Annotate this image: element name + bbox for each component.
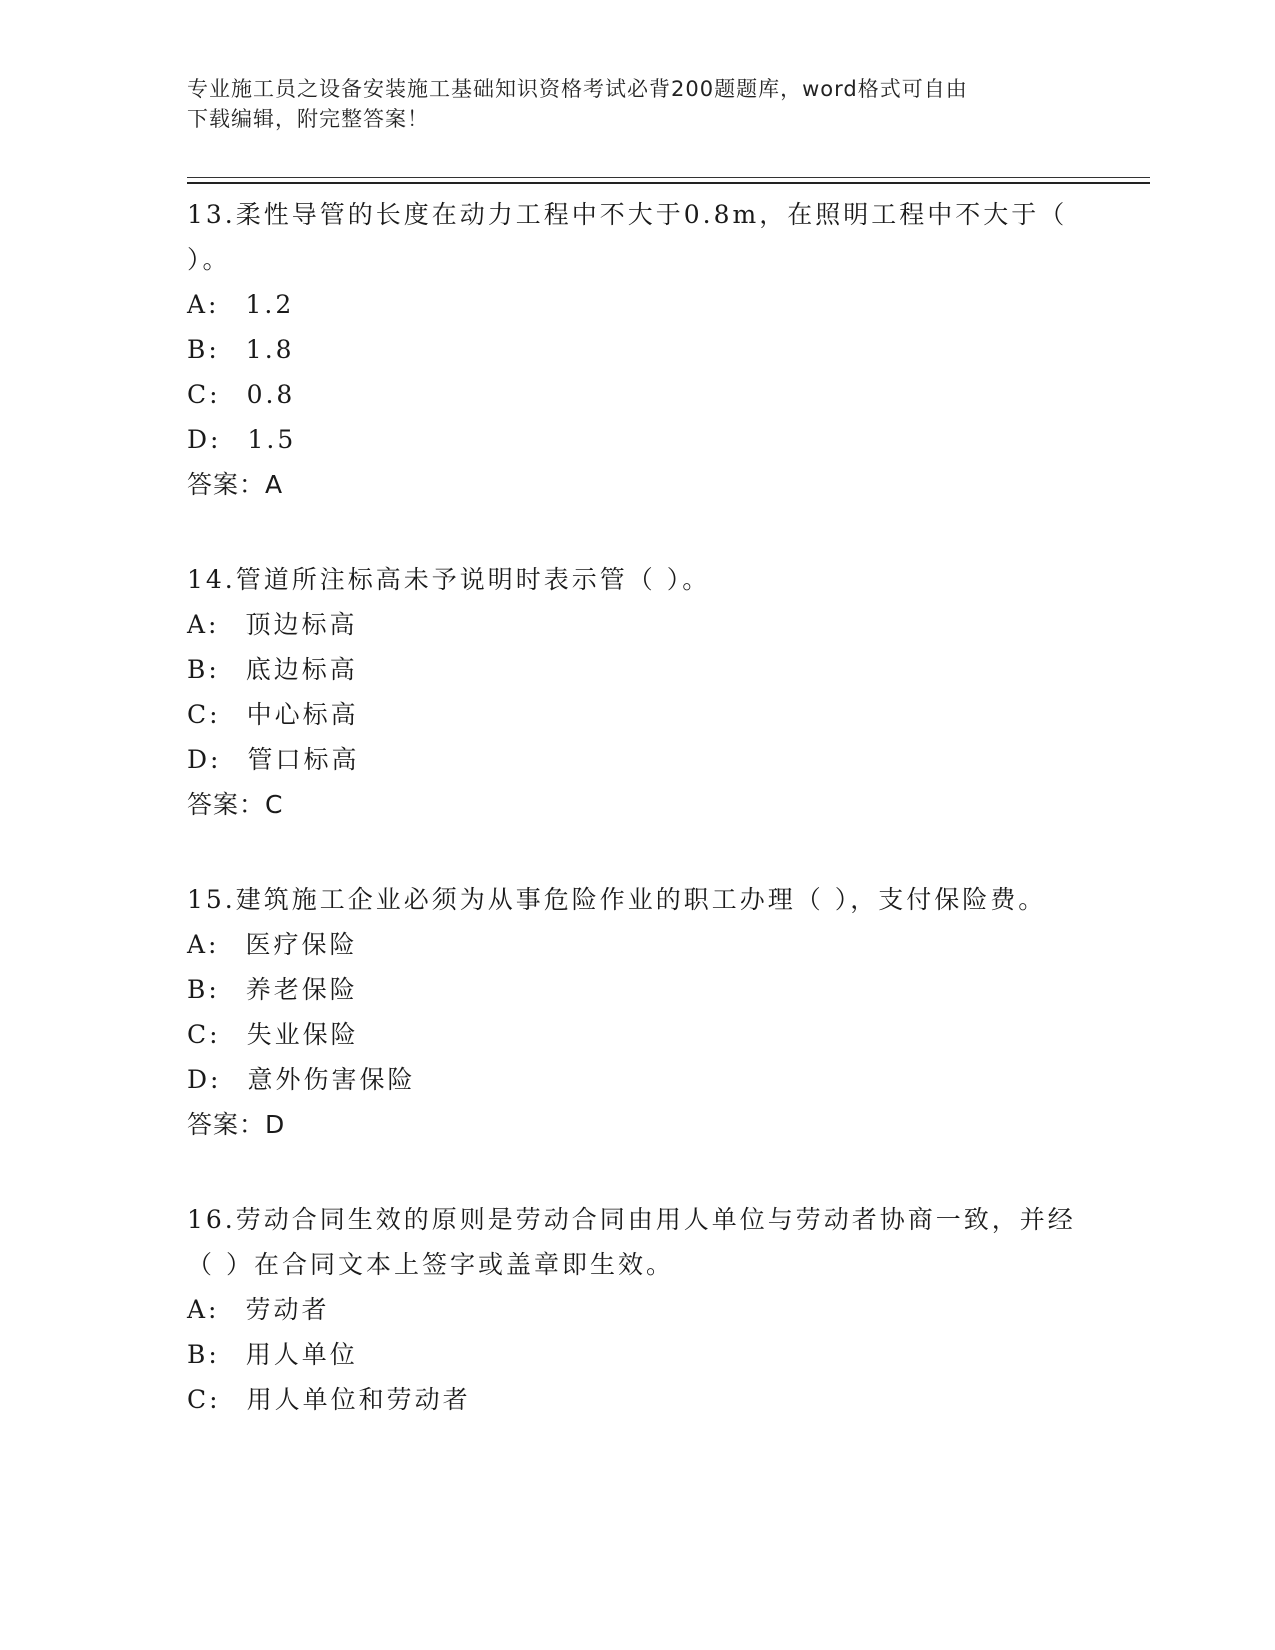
option-text: 0.8	[246, 380, 296, 409]
option-text: 用人单位	[245, 1340, 358, 1369]
question-15	[187, 875, 1087, 1147]
option-letter: B:	[187, 655, 220, 684]
question-stem: 15.建筑施工企业必须为从事危险作业的职工办理（ ），支付保险费。	[187, 885, 1047, 914]
option-text: 用人单位和劳动者	[246, 1385, 471, 1414]
option-d	[187, 737, 1087, 782]
option-letter: A:	[187, 1295, 220, 1324]
header-divider-thin	[187, 177, 1150, 178]
option-letter: B:	[187, 335, 220, 364]
option-text: 底边标高	[245, 655, 358, 684]
header-divider-thick	[187, 182, 1150, 184]
answer-line: 答案：D	[187, 1110, 286, 1139]
option-d	[187, 1057, 1087, 1102]
question-stem: 14.管道所注标高未予说明时表示管（ ）。	[187, 565, 711, 594]
option-a	[187, 922, 1087, 967]
option-letter: A:	[187, 290, 220, 319]
option-a	[187, 282, 1087, 327]
question-list	[187, 190, 1087, 1422]
option-letter: C:	[187, 700, 221, 729]
option-text: 医疗保险	[245, 930, 358, 959]
option-b	[187, 647, 1087, 692]
question-stem: 13.柔性导管的长度在动力工程中不大于0.8m，在照明工程中不大于（ ）。	[187, 200, 1068, 274]
option-letter: C:	[187, 1385, 221, 1414]
option-letter: C:	[187, 380, 221, 409]
option-letter: D:	[187, 745, 222, 774]
option-b	[187, 1332, 1087, 1377]
option-d	[187, 417, 1087, 462]
option-c	[187, 1012, 1087, 1057]
question-16	[187, 1195, 1087, 1422]
option-text: 失业保险	[246, 1020, 359, 1049]
option-text: 劳动者	[245, 1295, 330, 1324]
question-13	[187, 190, 1087, 507]
option-letter: B:	[187, 1340, 220, 1369]
option-b	[187, 967, 1087, 1012]
option-letter: D:	[187, 425, 222, 454]
option-c	[187, 692, 1087, 737]
option-a	[187, 602, 1087, 647]
option-text: 管口标高	[247, 745, 360, 774]
option-letter: D:	[187, 1065, 222, 1094]
option-text: 意外伤害保险	[247, 1065, 416, 1094]
option-c	[187, 1377, 1087, 1422]
question-14	[187, 555, 1087, 827]
option-letter: B:	[187, 975, 220, 1004]
answer-line: 答案：A	[187, 470, 284, 499]
document-header	[187, 74, 1067, 134]
question-stem: 16.劳动合同生效的原则是劳动合同由用人单位与劳动者协商一致，并经（ ）在合同文本上签字或盖章即生效。	[187, 1205, 1076, 1279]
header-line-1: 专业施工员之设备安装施工基础知识资格考试必背200题题库，word格式可自由	[187, 77, 968, 101]
option-b	[187, 327, 1087, 372]
option-letter: C:	[187, 1020, 221, 1049]
option-c	[187, 372, 1087, 417]
option-text: 1.8	[245, 335, 295, 364]
option-text: 顶边标高	[245, 610, 358, 639]
header-line-2: 下载编辑，附完整答案！	[187, 107, 429, 131]
option-a	[187, 1287, 1087, 1332]
option-text: 1.2	[245, 290, 295, 319]
option-text: 养老保险	[245, 975, 358, 1004]
option-text: 中心标高	[246, 700, 359, 729]
answer-line: 答案：C	[187, 790, 284, 819]
option-letter: A:	[187, 930, 220, 959]
option-letter: A:	[187, 610, 220, 639]
option-text: 1.5	[247, 425, 297, 454]
